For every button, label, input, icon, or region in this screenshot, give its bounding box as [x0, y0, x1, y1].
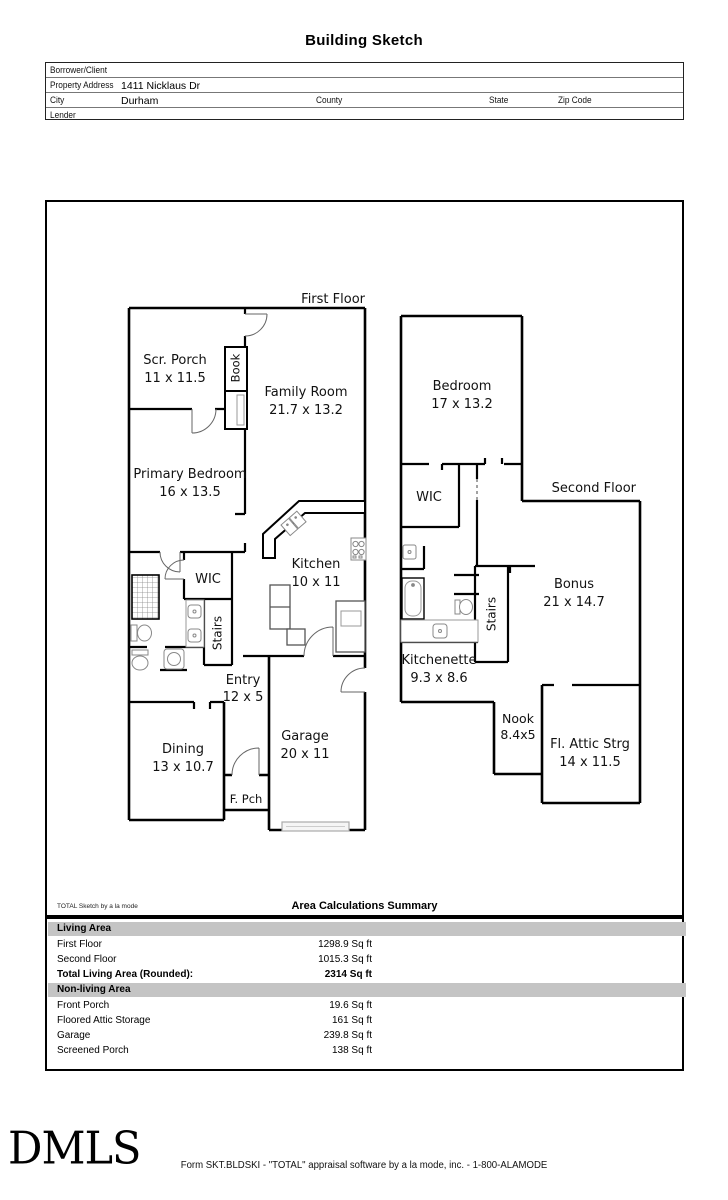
nonliving-area-header: Non-living Area — [48, 983, 686, 997]
sketch-box — [45, 200, 684, 1071]
room-label-family: Family Room — [264, 385, 348, 400]
toilet-bowl-icon — [138, 625, 152, 641]
row-label: Garage — [57, 1030, 91, 1041]
row-value: 19.6 Sq ft — [329, 1000, 372, 1011]
room-dims-kitchenette: 9.3 x 8.6 — [410, 671, 468, 686]
first-floor-plan — [129, 292, 366, 831]
room-label-entry: Entry — [225, 673, 261, 688]
row-label: Second Floor — [57, 954, 117, 965]
lender-label: Lender — [50, 110, 76, 120]
room-label-f-pch: F. Pch — [229, 792, 263, 806]
row-label: First Floor — [57, 939, 102, 950]
room-label-wic-2: WIC — [416, 490, 442, 505]
shower-icon — [132, 575, 159, 619]
room-dims-primary-bedroom: 16 x 13.5 — [159, 485, 221, 500]
room-label-scr-porch: Scr. Porch — [143, 353, 207, 368]
property-address-label: Property Address — [50, 80, 114, 90]
summary-divider — [47, 915, 682, 919]
room-label-stairs-2: Stairs — [484, 596, 499, 632]
room-dims-kitchen: 10 x 11 — [291, 575, 341, 590]
room-dims-nook: 8.4x5 — [500, 727, 536, 742]
ff-bath-fixtures — [131, 575, 204, 670]
row-value: 1015.3 Sq ft — [318, 954, 372, 965]
floor-plan-drawing — [47, 202, 678, 896]
room-dims-scr-porch: 11 x 11.5 — [144, 371, 206, 386]
toilet-tank-icon — [132, 650, 148, 655]
summary-heading: Area Calculations Summary — [291, 900, 438, 912]
row-value: 138 Sq ft — [331, 1045, 372, 1056]
header-row-borrower — [46, 63, 683, 78]
header-row-lender — [46, 108, 683, 118]
zip-label: Zip Code — [558, 95, 592, 105]
room-label-stairs-1: Stairs — [210, 615, 225, 651]
cooktop-icon — [351, 538, 366, 560]
table-row — [47, 998, 682, 1013]
room-label-wic-1: WIC — [195, 572, 221, 587]
room-dims-bonus: 21 x 14.7 — [543, 595, 605, 610]
room-dims-family: 21.7 x 13.2 — [269, 403, 343, 418]
row-label: Floored Attic Storage — [57, 1015, 151, 1026]
property-address-value: 1411 Nicklaus Dr — [121, 79, 201, 92]
room-label-bonus: Bonus — [553, 577, 595, 592]
room-label-dining: Dining — [162, 742, 204, 757]
room-dims-attic: 14 x 11.5 — [559, 755, 621, 770]
room-label-primary-bedroom: Primary Bedroom — [133, 467, 247, 482]
row-value: 1298.9 Sq ft — [318, 939, 372, 950]
table-row — [47, 952, 682, 967]
room-dims-entry: 12 x 5 — [222, 690, 264, 705]
room-dims-bedroom: 17 x 13.2 — [431, 397, 493, 412]
toilet-bowl-icon — [460, 600, 473, 615]
second-floor-plan — [401, 316, 640, 803]
city-value: Durham — [121, 94, 159, 107]
form-attribution-line: Form SKT.BLDSKI - "TOTAL" appraisal software by a la mode, inc. - 1-800-ALAMODE — [180, 1160, 548, 1171]
row-value: 2314 Sq ft — [324, 969, 372, 980]
table-row — [47, 1043, 682, 1058]
row-label: Screened Porch — [57, 1045, 129, 1056]
garage-door — [282, 822, 349, 831]
room-dims-garage: 20 x 11 — [280, 747, 330, 762]
room-label-attic: Fl. Attic Strg — [550, 737, 630, 752]
fridge-icon — [336, 601, 365, 652]
room-label-bedroom: Bedroom — [432, 379, 492, 394]
living-area-header: Living Area — [48, 922, 686, 936]
room-label-book: Book — [228, 353, 243, 383]
toilet-bowl-icon — [132, 656, 148, 670]
sf-title: Second Floor — [551, 481, 636, 496]
state-label: State — [489, 95, 509, 105]
room-label-kitchen: Kitchen — [291, 557, 341, 572]
ff-title: First Floor — [301, 292, 365, 307]
dishwasher — [287, 629, 305, 645]
header-row-address — [46, 78, 683, 93]
city-label: City — [50, 95, 65, 105]
dmls-logo: DMLS — [8, 1122, 141, 1176]
room-label-nook: Nook — [502, 711, 534, 726]
property-header-table — [45, 62, 684, 120]
row-value: 161 Sq ft — [331, 1015, 372, 1026]
borrower-label: Borrower/Client — [50, 65, 108, 75]
table-row — [47, 1028, 682, 1043]
row-label: Total Living Area (Rounded): — [57, 969, 194, 980]
header-row-city — [46, 93, 683, 108]
sketch-branding: TOTAL Sketch by a la mode — [57, 903, 138, 910]
row-label: Front Porch — [57, 1000, 110, 1011]
page-title: Building Sketch — [305, 32, 423, 49]
toilet-tank-icon — [131, 625, 137, 641]
room-label-kitchenette: Kitchenette — [401, 653, 477, 668]
room-label-garage: Garage — [281, 729, 329, 744]
kitchen-counter — [263, 501, 365, 558]
room-dims-dining: 13 x 10.7 — [152, 760, 214, 775]
table-row-total — [47, 967, 682, 982]
county-label: County — [316, 95, 343, 105]
row-value: 239.8 Sq ft — [323, 1030, 372, 1041]
table-row — [47, 937, 682, 952]
table-row — [47, 1013, 682, 1028]
